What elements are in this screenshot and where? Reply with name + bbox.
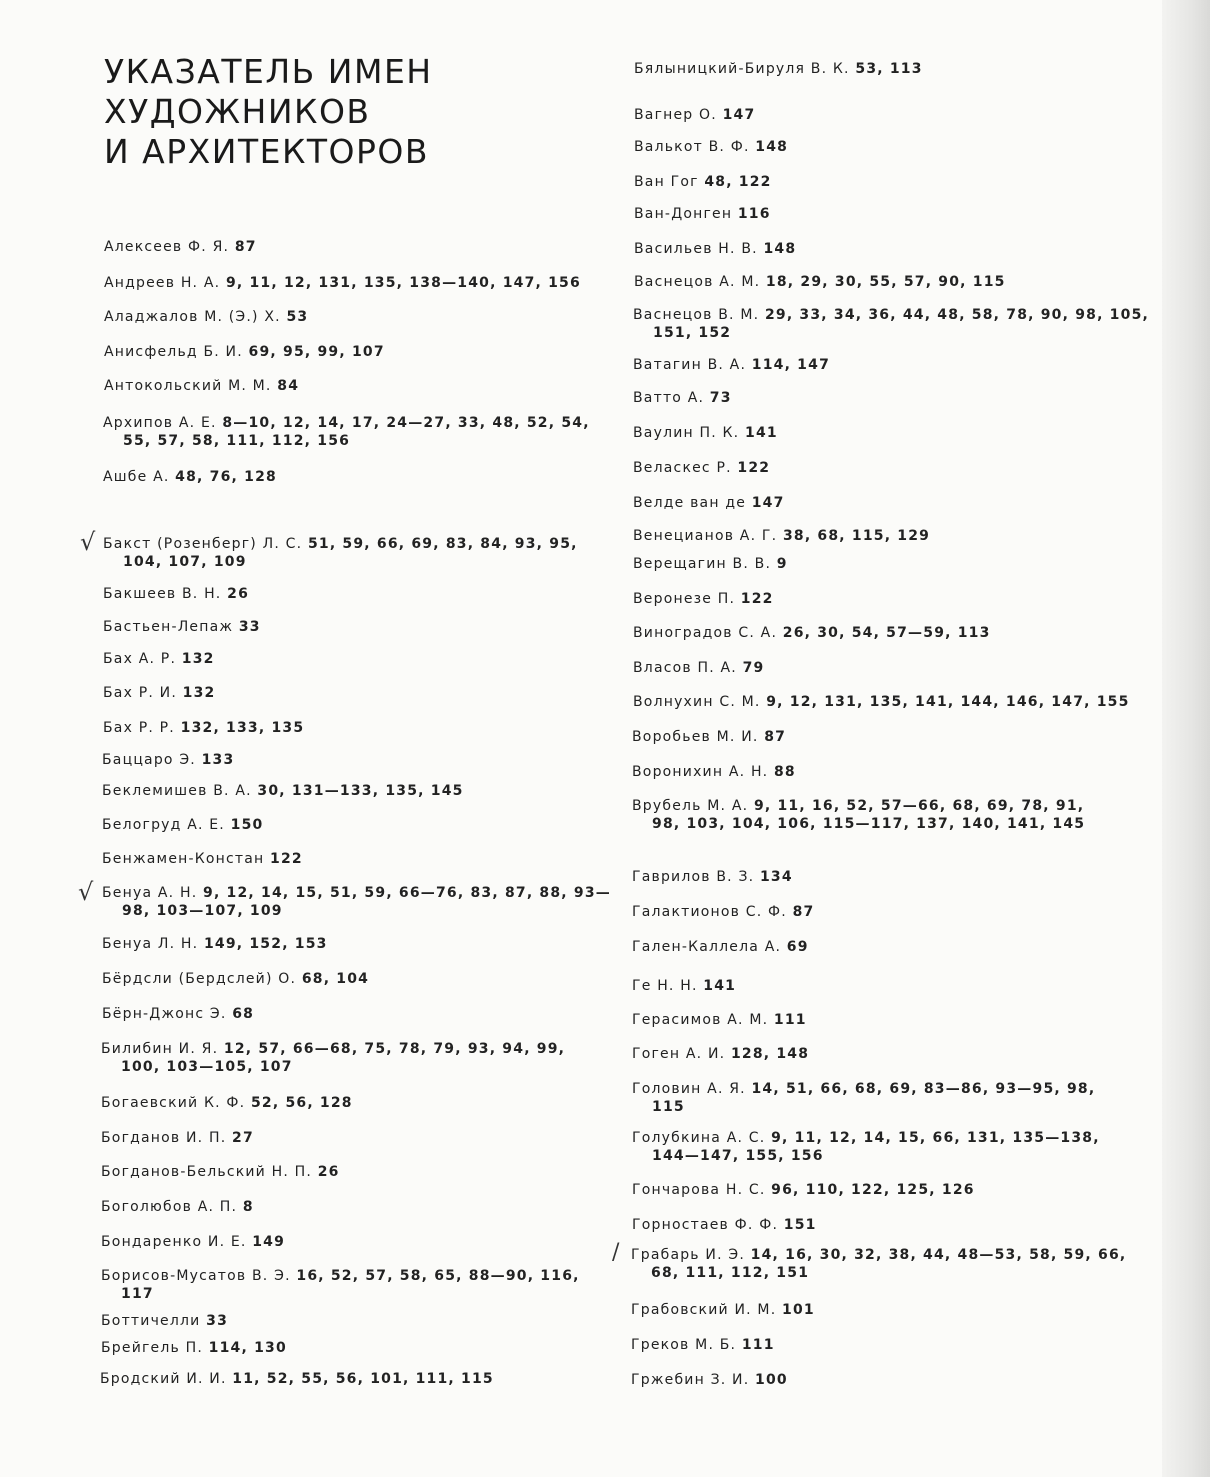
index-entry bbox=[103, 684, 215, 702]
entry-pages: 27 bbox=[232, 1130, 254, 1146]
entry-pages: 48, 122 bbox=[704, 174, 772, 190]
check-mark-icon: / bbox=[612, 1240, 620, 1265]
entry-pages: 8 bbox=[242, 1199, 254, 1215]
entry-name: Ватагин В. А. bbox=[633, 357, 747, 373]
entry-pages: 87 bbox=[234, 239, 257, 255]
entry-name: Беклемишев В. А. bbox=[102, 783, 252, 799]
index-entry bbox=[634, 205, 771, 223]
entry-name: Гоген А. И. bbox=[632, 1046, 726, 1062]
index-entry bbox=[631, 1301, 815, 1319]
entry-pages: 26 bbox=[227, 586, 250, 602]
entry-pages: 11, 52, 55, 56, 101, 111, 115 bbox=[232, 1371, 494, 1387]
entry-pages: 9, 11, 12, 14, 15, 66, 131, 135—138, bbox=[771, 1130, 1100, 1146]
entry-pages: 16, 52, 57, 58, 65, 88—90, 116, bbox=[296, 1268, 580, 1284]
entry-name: Бенжамен-Констан bbox=[102, 851, 265, 867]
entry-pages: 100 bbox=[755, 1372, 788, 1388]
entry-name: Бёрдсли (Бердслей) О. bbox=[102, 971, 297, 987]
entry-pages-continued: 98, 103, 104, 106, 115—117, 137, 140, 141, 145 bbox=[652, 816, 1086, 832]
entry-name: Ашбе А. bbox=[103, 469, 170, 485]
index-entry bbox=[101, 1129, 254, 1147]
entry-name: Билибин И. Я. bbox=[101, 1041, 219, 1057]
index-entry bbox=[101, 1312, 228, 1330]
entry-pages: 114, 130 bbox=[208, 1340, 287, 1356]
index-entry bbox=[633, 494, 785, 512]
entry-pages: 150 bbox=[230, 817, 264, 833]
entry-pages: 148 bbox=[763, 241, 797, 257]
entry-name: Власов П. А. bbox=[633, 660, 737, 676]
entry-pages: 101 bbox=[782, 1302, 815, 1318]
entry-pages: 147 bbox=[751, 495, 785, 511]
entry-name: Греков М. Б. bbox=[631, 1337, 737, 1353]
entry-name: Грабарь И. Э. bbox=[631, 1247, 746, 1263]
index-entry bbox=[102, 782, 464, 800]
index-entry bbox=[633, 424, 778, 442]
entry-pages: 88 bbox=[773, 764, 796, 780]
index-entry bbox=[102, 1005, 254, 1023]
entry-pages: 48, 76, 128 bbox=[175, 469, 277, 485]
entry-pages-continued: 68, 111, 112, 151 bbox=[651, 1265, 810, 1281]
page-title bbox=[104, 52, 564, 172]
entry-name: Велде ван де bbox=[633, 495, 747, 511]
index-entry bbox=[632, 1129, 1100, 1165]
index-entry bbox=[632, 1181, 975, 1199]
index-entry bbox=[634, 60, 923, 78]
entry-pages: 68, 104 bbox=[301, 971, 370, 987]
entry-pages-continued: 104, 107, 109 bbox=[123, 554, 247, 570]
entry-name: Бакст (Розенберг) Л. С. bbox=[103, 536, 303, 552]
entry-pages: 69 bbox=[786, 939, 809, 955]
entry-name: Волнухин С. М. bbox=[633, 694, 761, 710]
index-entry bbox=[100, 1370, 494, 1388]
index-entry bbox=[634, 138, 788, 156]
index-entry bbox=[102, 751, 234, 769]
entry-pages: 53, 113 bbox=[855, 61, 923, 77]
entry-pages: 133 bbox=[201, 752, 235, 768]
index-entry bbox=[632, 1011, 807, 1029]
entry-pages-continued: 98, 103—107, 109 bbox=[122, 903, 283, 919]
entry-name: Гален-Каллела А. bbox=[632, 939, 782, 955]
index-entry bbox=[103, 618, 261, 636]
index-entry bbox=[631, 1371, 788, 1389]
entry-name: Бенуа Л. Н. bbox=[102, 936, 199, 952]
index-entry bbox=[632, 868, 793, 886]
entry-pages: 132, 133, 135 bbox=[180, 720, 305, 736]
entry-name: Бастьен-Лепаж bbox=[103, 619, 234, 635]
index-entry bbox=[632, 938, 809, 956]
entry-name: Гончарова Н. С. bbox=[632, 1182, 766, 1198]
entry-pages: 134 bbox=[759, 869, 793, 885]
entry-pages: 147 bbox=[722, 107, 756, 123]
entry-pages: 26, 30, 54, 57—59, 113 bbox=[782, 625, 991, 641]
entry-name: Голубкина А. С. bbox=[632, 1130, 766, 1146]
entry-pages: 96, 110, 122, 125, 126 bbox=[771, 1182, 975, 1198]
entry-pages: 114, 147 bbox=[751, 357, 831, 373]
check-mark-icon: √ bbox=[78, 878, 94, 906]
entry-name: Верещагин В. В. bbox=[633, 556, 772, 572]
entry-name: Бродский И. И. bbox=[100, 1371, 227, 1387]
entry-name: Бах Р. Р. bbox=[103, 720, 175, 736]
index-entry bbox=[632, 728, 786, 746]
index-entry bbox=[632, 977, 736, 995]
index-entry bbox=[632, 1045, 809, 1063]
entry-name: Бёрн-Джонс Э. bbox=[102, 1006, 227, 1022]
entry-pages: 9, 11, 16, 52, 57—66, 68, 69, 78, 91, bbox=[753, 798, 1085, 814]
entry-name: Головин А. Я. bbox=[632, 1081, 746, 1097]
index-entry bbox=[102, 816, 263, 834]
index-entry bbox=[104, 308, 308, 326]
entry-pages: 29, 33, 34, 36, 44, 48, 58, 78, 90, 98, 105, bbox=[764, 307, 1150, 323]
index-entry bbox=[632, 1216, 817, 1234]
entry-pages: 148 bbox=[755, 139, 789, 155]
entry-name: Боголюбов А. П. bbox=[101, 1199, 238, 1215]
index-entry bbox=[633, 306, 1149, 342]
entry-name: Брейгель П. bbox=[101, 1340, 203, 1356]
page-edge-shadow bbox=[1162, 0, 1210, 1477]
entry-pages-continued: 100, 103—105, 107 bbox=[121, 1059, 293, 1075]
title-line: УКАЗАТЕЛЬ ИМЕН bbox=[104, 52, 433, 91]
entry-name: Ватто А. bbox=[633, 390, 705, 406]
entry-name: Виноградов С. А. bbox=[633, 625, 778, 641]
index-entry bbox=[101, 1267, 580, 1303]
entry-name: Бакшеев В. Н. bbox=[103, 586, 222, 602]
entry-name: Галактионов С. Ф. bbox=[632, 904, 787, 920]
index-entry bbox=[101, 1198, 254, 1216]
entry-pages: 149 bbox=[252, 1234, 286, 1250]
entry-name: Гржебин З. И. bbox=[631, 1372, 750, 1388]
index-entry bbox=[634, 273, 1006, 291]
index-entry bbox=[633, 389, 732, 407]
entry-pages: 132 bbox=[182, 685, 216, 701]
entry-pages: 68 bbox=[232, 1006, 255, 1022]
entry-name: Бенуа А. Н. bbox=[102, 885, 198, 901]
index-entry bbox=[633, 459, 770, 477]
entry-pages: 9, 11, 12, 131, 135, 138—140, 147, 156 bbox=[225, 275, 581, 291]
entry-name: Антокольский М. М. bbox=[104, 378, 272, 394]
index-entry bbox=[102, 935, 328, 953]
entry-name: Гаврилов В. З. bbox=[632, 869, 755, 885]
index-entry bbox=[102, 850, 303, 868]
index-entry bbox=[102, 970, 369, 988]
entry-name: Васнецов В. М. bbox=[633, 307, 760, 323]
entry-name: Баццаро Э. bbox=[102, 752, 196, 768]
index-entry bbox=[104, 274, 581, 292]
index-entry bbox=[633, 590, 774, 608]
index-entry bbox=[103, 535, 578, 571]
index-entry bbox=[103, 468, 277, 486]
index-entry bbox=[632, 903, 814, 921]
title-line: И АРХИТЕКТОРОВ bbox=[104, 132, 430, 171]
entry-name: Воронихин А. Н. bbox=[632, 764, 769, 780]
entry-pages: 69, 95, 99, 107 bbox=[248, 344, 385, 360]
entry-pages: 132 bbox=[181, 651, 215, 667]
entry-name: Ваулин П. К. bbox=[633, 425, 740, 441]
index-entry bbox=[103, 585, 249, 603]
entry-pages: 141 bbox=[703, 978, 737, 994]
entry-name: Белогруд А. Е. bbox=[102, 817, 225, 833]
index-entry bbox=[102, 884, 611, 920]
entry-name: Бах А. Р. bbox=[103, 651, 177, 667]
index-entry bbox=[634, 240, 796, 258]
index-entry bbox=[631, 1246, 1126, 1282]
entry-name: Бондаренко И. Е. bbox=[101, 1234, 247, 1250]
entry-name: Анисфельд Б. И. bbox=[104, 344, 243, 360]
entry-pages: 116 bbox=[737, 206, 771, 222]
entry-name: Ге Н. Н. bbox=[632, 978, 698, 994]
index-entry bbox=[101, 1040, 565, 1076]
entry-name: Венецианов А. Г. bbox=[633, 528, 778, 544]
index-entry bbox=[101, 1094, 353, 1112]
index-entry bbox=[634, 106, 755, 124]
entry-name: Андреев Н. А. bbox=[104, 275, 221, 291]
entry-pages-continued: 115 bbox=[652, 1099, 685, 1115]
entry-pages: 12, 57, 66—68, 75, 78, 79, 93, 94, 99, bbox=[223, 1041, 566, 1057]
entry-pages: 38, 68, 115, 129 bbox=[782, 528, 931, 544]
entry-pages: 53 bbox=[286, 309, 309, 325]
entry-pages: 149, 152, 153 bbox=[203, 936, 328, 952]
index-entry bbox=[101, 1163, 340, 1181]
entry-pages: 151 bbox=[783, 1217, 817, 1233]
index-entry bbox=[633, 356, 830, 374]
entry-name: Грабовский И. М. bbox=[631, 1302, 777, 1318]
entry-name: Архипов А. Е. bbox=[103, 415, 217, 431]
entry-pages-continued: 117 bbox=[121, 1286, 154, 1302]
index-entry bbox=[633, 693, 1130, 711]
entry-name: Ван Гог bbox=[634, 174, 699, 190]
entry-pages: 33 bbox=[238, 619, 261, 635]
entry-name: Алексеев Ф. Я. bbox=[104, 239, 230, 255]
entry-pages: 51, 59, 66, 69, 83, 84, 93, 95, bbox=[307, 536, 578, 552]
index-entry bbox=[633, 659, 765, 677]
entry-name: Бах Р. И. bbox=[103, 685, 177, 701]
index-entry bbox=[632, 1080, 1095, 1116]
entry-pages: 14, 16, 30, 32, 38, 44, 48—53, 58, 59, 66, bbox=[750, 1247, 1127, 1263]
entry-pages: 33 bbox=[206, 1313, 229, 1329]
entry-name: Герасимов А. М. bbox=[632, 1012, 769, 1028]
entry-pages: 8—10, 12, 14, 17, 24—27, 33, 48, 52, 54, bbox=[222, 415, 590, 431]
index-entry bbox=[101, 1339, 287, 1357]
index-entry bbox=[104, 343, 385, 361]
entry-pages: 9, 12, 131, 135, 141, 144, 146, 147, 155 bbox=[766, 694, 1130, 710]
entry-name: Вагнер О. bbox=[634, 107, 717, 123]
entry-pages: 122 bbox=[737, 460, 771, 476]
entry-name: Воробьев М. И. bbox=[632, 729, 759, 745]
entry-pages: 9, 12, 14, 15, 51, 59, 66—76, 83, 87, 88, 93— bbox=[203, 885, 611, 901]
entry-name: Богаевский К. Ф. bbox=[101, 1095, 246, 1111]
entry-pages: 87 bbox=[792, 904, 815, 920]
entry-pages: 84 bbox=[277, 378, 300, 394]
index-entry bbox=[632, 797, 1085, 833]
entry-pages-continued: 55, 57, 58, 111, 112, 156 bbox=[123, 433, 351, 449]
index-entry bbox=[104, 238, 257, 256]
entry-name: Врубель М. А. bbox=[632, 798, 749, 814]
entry-pages: 79 bbox=[742, 660, 765, 676]
entry-pages: 111 bbox=[773, 1012, 807, 1028]
entry-name: Богданов-Бельский Н. П. bbox=[101, 1164, 313, 1180]
entry-name: Борисов-Мусатов В. Э. bbox=[101, 1268, 291, 1284]
entry-pages: 30, 131—133, 135, 145 bbox=[257, 783, 464, 799]
entry-pages: 111 bbox=[741, 1337, 775, 1353]
entry-pages: 87 bbox=[764, 729, 787, 745]
index-entry bbox=[633, 624, 991, 642]
entry-name: Веронезе П. bbox=[633, 591, 736, 607]
entry-pages: 141 bbox=[745, 425, 778, 441]
index-entry bbox=[632, 763, 796, 781]
title-line: ХУДОЖНИКОВ bbox=[104, 92, 371, 131]
index-entry bbox=[103, 719, 304, 737]
entry-pages: 122 bbox=[740, 591, 774, 607]
entry-name: Васнецов А. М. bbox=[634, 274, 761, 290]
entry-name: Богданов И. П. bbox=[101, 1130, 227, 1146]
index-entry bbox=[104, 377, 299, 395]
entry-pages: 9 bbox=[776, 556, 788, 572]
entry-name: Горностаев Ф. Ф. bbox=[632, 1217, 779, 1233]
index-entry bbox=[633, 555, 788, 573]
index-entry bbox=[103, 650, 215, 668]
entry-pages: 122 bbox=[270, 851, 303, 867]
entry-name: Аладжалов М. (Э.) Х. bbox=[104, 309, 281, 325]
entry-pages: 73 bbox=[709, 390, 732, 406]
entry-name: Ван-Донген bbox=[634, 206, 733, 222]
index-entry bbox=[631, 1336, 775, 1354]
entry-name: Васильев Н. В. bbox=[634, 241, 758, 257]
entry-pages: 14, 51, 66, 68, 69, 83—86, 93—95, 98, bbox=[751, 1081, 1096, 1097]
entry-pages: 52, 56, 128 bbox=[250, 1095, 353, 1111]
index-entry bbox=[634, 173, 772, 191]
entry-pages: 18, 29, 30, 55, 57, 90, 115 bbox=[765, 274, 1006, 290]
entry-name: Валькот В. Ф. bbox=[634, 139, 750, 155]
entry-name: Боттичелли bbox=[101, 1313, 201, 1329]
entry-pages: 26 bbox=[317, 1164, 340, 1180]
entry-pages-continued: 151, 152 bbox=[653, 325, 732, 341]
entry-name: Бялыницкий-Бируля В. К. bbox=[634, 61, 850, 77]
entry-pages: 128, 148 bbox=[730, 1046, 810, 1062]
index-entry bbox=[103, 414, 590, 450]
entry-name: Веласкес Р. bbox=[633, 460, 732, 476]
entry-pages-continued: 144—147, 155, 156 bbox=[652, 1148, 824, 1164]
check-mark-icon: √ bbox=[80, 528, 96, 556]
index-entry bbox=[633, 527, 930, 545]
index-entry bbox=[101, 1233, 285, 1251]
